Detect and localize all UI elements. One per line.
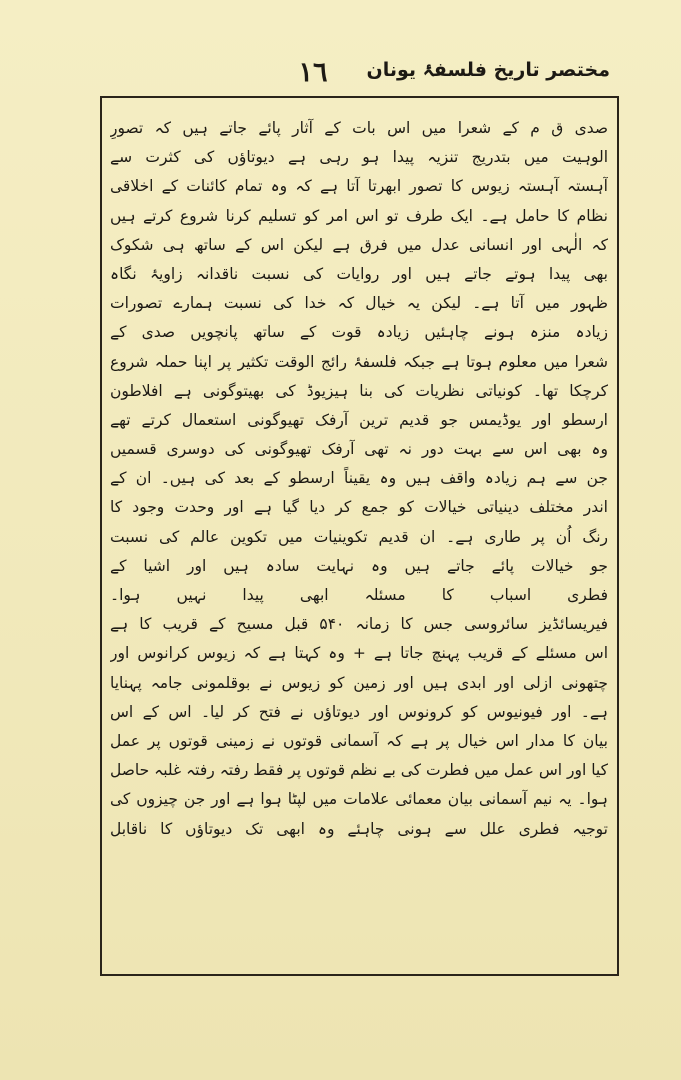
text-line: زیادہ منزہ ہونے چاہئیں زیادہ قوت کے ساتھ پانچویں صدی کے [110,323,608,342]
text-line: جو خیالات پائے جاتے ہیں وہ نہایت سادہ ہیں اور اشیا کے [110,556,608,575]
text-line: کرچکا تھا۔ کونیاتی نظریات کی بنا ہیزیوڈ کی بھیتوگونی ہے افلاطون [110,381,608,400]
text-line: اندر مختلف دینیاتی خیالات کو جمع کر دیا گیا ہے اور وحدت وجود کا [110,498,608,517]
text-line: الوہیت میں بتدریج تنزیہ پیدا ہو رہی ہے دیوتاؤں کی کثرت سے [110,148,608,167]
page-number: ۱٦ [298,57,328,88]
text-line: فطری اسباب کا مسئلہ ابھی پیدا نہیں ہوا۔ [110,586,608,604]
text-line: اس مسئلے کے قریب پہنچ جاتا ہے + وہ کہتا ہے کہ زیوس کرانوس اور [110,644,608,663]
text-line: کیا اور اس عمل میں فطرت کی بے نظم قوتوں پر فقط رفتہ رفتہ غلبہ حاصل [110,761,608,780]
text-line: کہ الٰہی اور انسانی عدل میں فرق ہے لیکن اس کے ساتھ ہی شکوک [110,235,608,254]
text-line: شعرا میں معلوم ہوتا ہے جبکہ فلسفۂ رائج الوقت تکثیر پر اپنا حملہ شروع [110,352,608,371]
text-line: آہستہ آہستہ زیوس کا تصور ابھرتا آتا ہے کہ وہ تمام کائنات کے اخلاقی [110,177,608,196]
text-line: فیریسائڈیز سائروسی جس کا زمانہ ۵۴۰ قبل مسیح کے قریب کا ہے [110,615,608,634]
text-line: صدی ق م کے شعرا میں اس بات کے آثار پائے جاتے ہیں کہ تصورِ [110,119,608,137]
text-line: چتھونی ازلی اور ابدی ہیں اور زمین کو زیوس نے بوقلمونی جامہ پہنایا [110,673,608,692]
text-line: وہ بھی اس سے بہت دور نہ تھی آرفک تھیوگونی کی دوسری قسمیں [110,440,608,459]
text-line: رنگ اُن پر طاری ہے۔ ان قدیم تکوینیات میں تکوین عالم کی نسبت [110,527,608,546]
text-line: توجیہ فطری علل سے ہونی چاہئے وہ ابھی تک دیوتاؤں کا ناقابل [110,819,608,838]
text-line: ظہور میں آتا ہے۔ لیکن یہ خیال کہ خدا کی نسبت ہمارے تصورات [110,294,608,313]
text-line: بھی پیدا ہوتے جاتے ہیں اور روایات کی نسبت ناقدانہ زاویۂ نگاہ [110,264,608,283]
body-text [110,114,608,844]
running-title: مختصر تاریخ فلسفۂ یونان [366,59,610,81]
text-line: ہے۔ اور فیونیوس کو کرونوس اور دیوتاؤں نے فتح کر لیا۔ اس کے اس [110,702,608,721]
text-line: ارسطو اور یوڈیمس جو قدیم ترین آرفک تھیوگونی استعمال کرتے تھے [110,410,608,429]
text-line: نظام کا حامل ہے۔ ایک طرف تو اس امر کو تسلیم کرنا شروع کرتے ہیں [110,206,608,225]
text-line: ہوا۔ یہ نیم آسمانی بیان معمائی علامات میں لپٹا ہوا ہے اور جن چیزوں کی [110,790,608,809]
text-line: بیان کا مدار اس خیال پر ہے کہ آسمانی قوتوں نے زمینی قوتوں پر عمل [110,731,608,750]
text-line: جن سے ہم زیادہ واقف ہیں وہ یقیناً ارسطو کے بعد کی ہیں۔ ان کے [110,469,608,488]
